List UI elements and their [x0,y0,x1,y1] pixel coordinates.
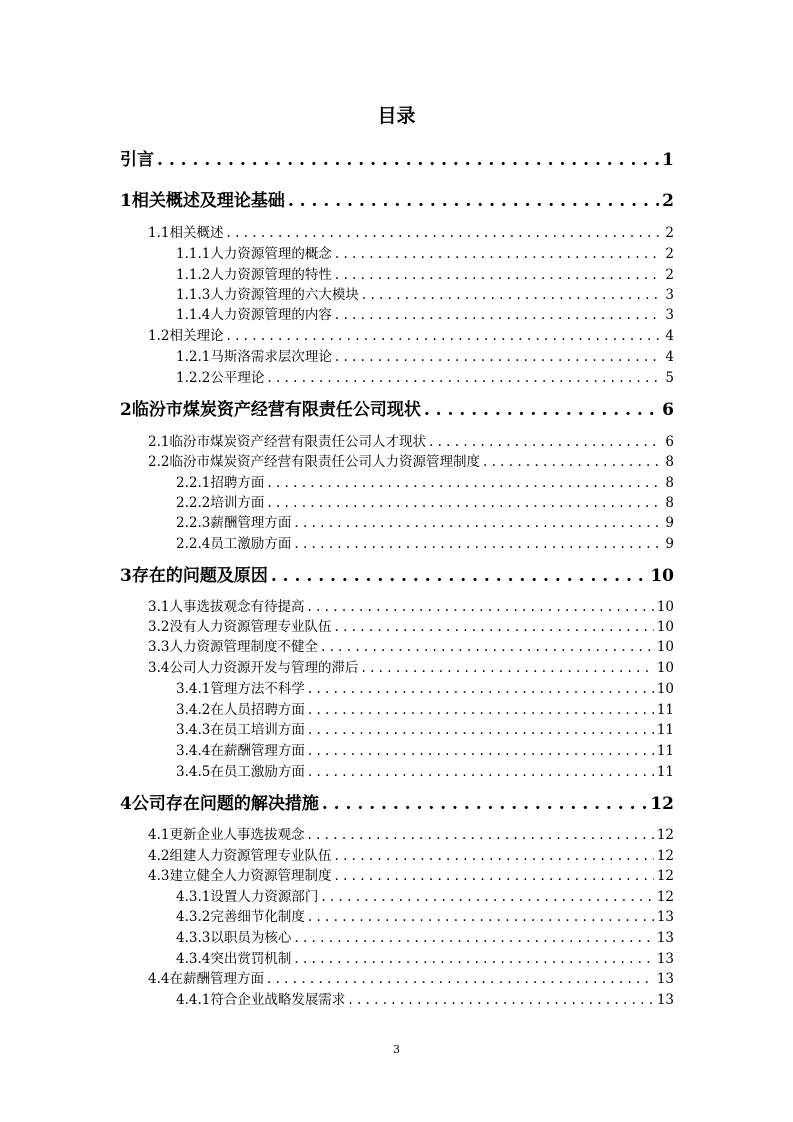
toc-entry-number: 3.4.1 [176,681,211,697]
toc-entry-title: 临汾市煤炭资产经营有限责任公司人才现状 [169,434,426,450]
toc-entry-title: 人力资源管理的六大模块 [210,287,359,303]
toc-entry-title: 没有人力资源管理专业队伍 [169,619,332,635]
toc-entry[interactable] [176,305,674,325]
toc-entry-page: 4 [665,349,674,365]
toc-dot-leader [308,907,654,927]
toc-entry[interactable] [148,597,674,617]
toc-dot-leader [157,148,659,172]
toc-dot-leader [267,493,662,513]
toc-entry-title: 薪酬管理方面 [210,515,292,531]
toc-entry-page: 10 [656,619,674,635]
toc-dot-leader [294,534,662,554]
toc-entry[interactable] [176,720,674,740]
toc-entry[interactable] [148,223,674,243]
toc-entry[interactable] [176,700,674,720]
toc-entry-page: 3 [665,287,674,303]
toc-entry[interactable] [176,990,674,1010]
toc-entry-page: 10 [656,660,674,676]
toc-entry[interactable] [148,452,674,472]
toc-entry-number: 4.2 [148,848,170,864]
toc-entry[interactable] [120,398,674,422]
toc-entry[interactable] [176,493,674,513]
toc-entry-page: 10 [656,599,674,615]
toc-entry[interactable] [148,637,674,657]
toc-dot-leader [321,637,654,657]
toc-entry-title: 招聘方面 [210,475,265,491]
toc-entry[interactable] [176,347,674,367]
toc-entry-title: 突出赏罚机制 [210,951,292,967]
toc-dot-leader [271,564,647,588]
toc-entry-number: 3.4.2 [176,702,211,718]
toc-dot-leader [429,432,662,452]
toc-dot-leader [226,223,662,243]
toc-entry-page: 10 [650,566,674,586]
toc-entry[interactable] [176,265,674,285]
toc-entry[interactable] [176,473,674,493]
toc-entry-number: 2.2.2 [176,495,211,511]
toc-dot-leader [321,887,653,907]
toc-entry-page: 13 [656,971,674,987]
toc-entry[interactable] [176,513,674,533]
toc-entry-title: 在薪酬管理方面 [210,743,305,759]
toc-entry-title: 管理方法不科学 [210,681,305,697]
toc-entry-page: 13 [656,930,674,946]
toc-entry-number: 4.4.1 [176,992,211,1008]
toc-dot-leader [308,762,654,782]
toc-entry-title: 培训方面 [210,495,265,511]
toc-entry-number: 2 [120,400,132,420]
toc-entry-page: 13 [656,992,674,1008]
toc-entry-title: 引言 [120,150,154,170]
toc-entry-title: 更新企业人事选拔观念 [169,827,305,843]
toc-entry-number: 2.1 [148,434,170,450]
toc-entry-number: 3.4.4 [176,743,211,759]
toc-entry-number: 3.1 [148,599,170,615]
toc-entry-number: 4.3.2 [176,909,211,925]
toc-entry-page: 11 [656,743,674,759]
toc-entry-number: 4.3 [148,868,170,884]
toc-entry-title: 建立健全人力资源管理制度 [169,868,332,884]
toc-entry-title: 存在的问题及原因 [131,566,268,586]
toc-entry-title: 在人员招聘方面 [210,702,305,718]
toc-dot-leader [361,658,653,678]
toc-entry-page: 12 [650,794,674,814]
toc-entry[interactable] [176,949,674,969]
toc-entry-page: 9 [665,515,674,531]
toc-entry-page: 13 [656,951,674,967]
toc-entry-number: 3.4 [148,660,170,676]
toc-entry[interactable] [120,148,674,172]
toc-entry-page: 12 [656,868,674,884]
toc-entry[interactable] [176,244,674,264]
toc-entry-title: 以职员为核心 [210,930,292,946]
toc-entry-number: 1.1.2 [176,267,211,283]
toc-entry-page: 9 [665,536,674,552]
toc-entry-title: 人力资源管理的内容 [210,307,332,323]
toc-entry[interactable] [148,617,674,637]
toc-entry-page: 2 [665,267,674,283]
toc-entry[interactable] [148,969,674,989]
toc-dot-leader [226,326,662,346]
toc-entry-title: 人力资源管理的特性 [210,267,332,283]
toc-dot-leader [267,969,654,989]
toc-dot-leader [424,398,659,422]
toc-entry-number: 3.2 [148,619,170,635]
toc-entry-page: 11 [656,764,674,780]
toc-entry-page: 12 [656,827,674,843]
toc-entry-title: 公司存在问题的解决措施 [131,794,319,814]
toc-entry-number: 1.2.1 [176,349,211,365]
toc-entry-page: 2 [662,191,674,211]
toc-entry-number: 3.4.5 [176,764,211,780]
toc-entry-number: 2.2 [148,454,170,470]
toc-dot-leader [267,473,662,493]
toc-entry[interactable] [120,564,674,588]
toc-entry-number: 3.4.3 [176,722,211,738]
toc-dot-leader [322,792,647,816]
toc-dot-leader [335,265,663,285]
toc-title: 目录 [377,105,416,127]
toc-dot-leader [334,617,653,637]
toc-entry-title: 马斯洛需求层次理论 [210,349,332,365]
toc-entry-number: 4.1 [148,827,170,843]
toc-entry-title: 临汾市煤炭资产经营有限责任公司人力资源管理制度 [169,454,480,470]
toc-entry-page: 12 [656,848,674,864]
toc-dot-leader [334,846,653,866]
toc-entry-title: 临汾市煤炭资产经营有限责任公司现状 [131,400,421,420]
toc-entry-page: 11 [656,722,674,738]
toc-entry-title: 在员工培训方面 [210,722,305,738]
toc-entry[interactable] [176,741,674,761]
toc-entry-title: 人事选拔观念有待提高 [169,599,305,615]
toc-entry-page: 5 [665,370,674,386]
toc-entry-title: 公平理论 [210,370,265,386]
toc-entry-page: 4 [665,328,674,344]
toc-entry[interactable] [176,285,674,305]
toc-dot-leader [294,513,662,533]
toc-entry-title: 人力资源管理制度不健全 [169,639,318,655]
toc-dot-leader [362,285,663,305]
toc-entry-title: 在员工激励方面 [210,764,305,780]
toc-entry[interactable] [176,534,674,554]
toc-entry-page: 8 [665,454,674,470]
toc-entry-page: 8 [665,475,674,491]
toc-entry[interactable] [148,866,674,886]
toc-entry-number: 3.3 [148,639,170,655]
toc-entry[interactable] [176,907,674,927]
toc-entry-page: 3 [665,307,674,323]
toc-entry-title: 组建人力资源管理专业队伍 [169,848,332,864]
toc-entry-title: 在薪酬管理方面 [169,971,264,987]
toc-entry-page: 2 [665,225,674,241]
toc-entry-page: 10 [656,681,674,697]
toc-entry[interactable] [148,326,674,346]
toc-dot-leader [294,928,653,948]
toc-dot-leader [335,244,663,264]
toc-entry[interactable] [120,792,674,816]
toc-entry-number: 2.2.3 [176,515,211,531]
toc-entry-number: 3 [120,566,132,586]
toc-entry-title: 完善细节化制度 [210,909,305,925]
toc-entry-number: 2.2.4 [176,536,211,552]
toc-entry-title: 相关概述 [169,225,224,241]
toc-entry-number: 4.4 [148,971,170,987]
toc-entry-number: 4 [120,794,132,814]
toc-entry[interactable] [148,846,674,866]
toc-entry[interactable] [176,368,674,388]
toc-entry-page: 13 [656,909,674,925]
toc-dot-leader [267,368,662,388]
toc-dot-leader [307,825,653,845]
toc-entry-title: 员工激励方面 [210,536,292,552]
toc-dot-leader [308,741,654,761]
toc-entry-number: 1 [120,191,132,211]
toc-dot-leader [308,700,654,720]
toc-entry[interactable] [176,679,674,699]
toc-dot-leader [294,949,653,969]
toc-entry-number: 1.2 [148,328,170,344]
toc-entry-number: 1.2.2 [176,370,211,386]
toc-dot-leader [307,597,653,617]
toc-entry-title: 公司人力资源开发与管理的滞后 [169,660,359,676]
toc-entry-title: 相关理论 [169,328,224,344]
toc-entry[interactable] [176,887,674,907]
toc-entry-number: 1.1 [148,225,170,241]
toc-entry-page: 2 [665,246,674,262]
toc-entry-number: 4.3.4 [176,951,211,967]
toc-dot-leader [483,452,662,472]
toc-dot-leader [308,720,654,740]
toc-dot-leader [335,347,663,367]
toc-entry-page: 12 [656,889,674,905]
toc-entry[interactable] [148,825,674,845]
toc-entry-number: 1.1.3 [176,287,211,303]
toc-dot-leader [288,189,659,213]
toc-entry-page: 1 [662,150,674,170]
toc-entry-title: 设置人力资源部门 [210,889,319,905]
toc-entry[interactable] [148,432,674,452]
page-number: 3 [393,1043,400,1056]
toc-entry[interactable] [148,658,674,678]
toc-entry-page: 6 [662,400,674,420]
toc-entry[interactable] [176,762,674,782]
toc-dot-leader [308,679,654,699]
toc-dot-leader [334,866,653,886]
toc-entry[interactable] [176,928,674,948]
toc-entry-number: 2.2.1 [176,475,211,491]
toc-entry-page: 8 [665,495,674,511]
toc-entry-number: 4.3.1 [176,889,211,905]
toc-entry[interactable] [120,189,674,213]
toc-entry-number: 1.1.1 [176,246,211,262]
toc-entry-title: 符合企业战略发展需求 [210,992,346,1008]
toc-entry-number: 4.3.3 [176,930,211,946]
toc-entry-page: 11 [656,702,674,718]
toc-dot-leader [348,990,653,1010]
toc-entry-title: 人力资源管理的概念 [210,246,332,262]
toc-entry-title: 相关概述及理论基础 [131,191,285,211]
toc-dot-leader [335,305,663,325]
toc-entry-page: 10 [656,639,674,655]
toc-entry-page: 6 [665,434,674,450]
toc-entry-number: 1.1.4 [176,307,211,323]
